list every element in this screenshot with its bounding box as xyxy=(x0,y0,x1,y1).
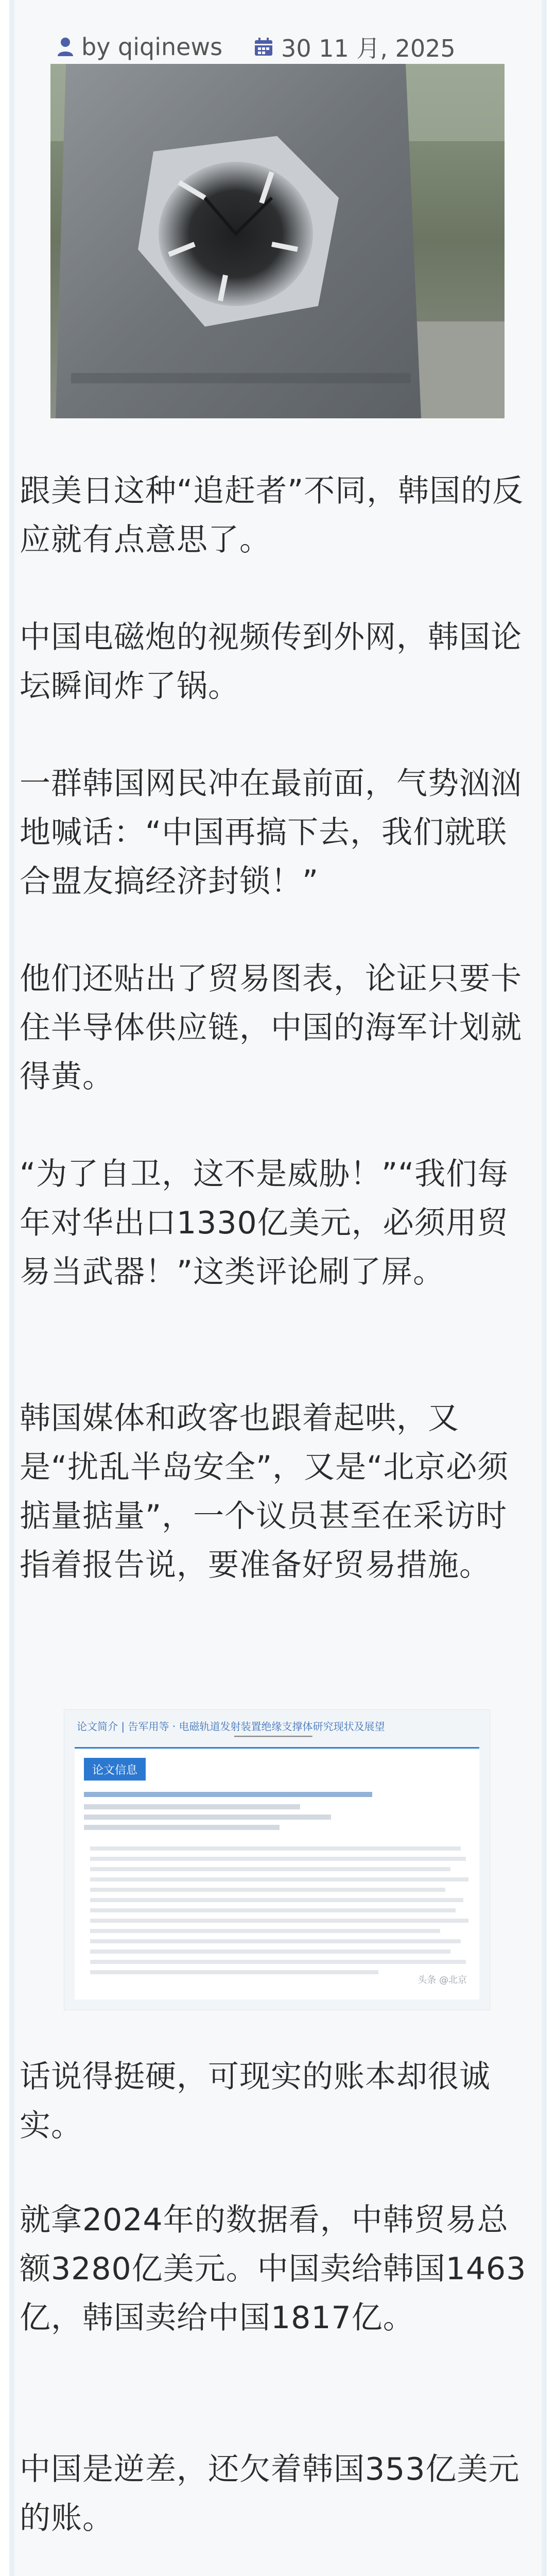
hero-image xyxy=(50,64,505,418)
paragraph: 中国是逆差，还欠着韩国353亿美元的账。 xyxy=(20,2451,520,2536)
screenshot-panel xyxy=(75,1747,479,1999)
paragraph: 跟美日这种“追赶者”不同，韩国的反应就有点意思了。 xyxy=(20,473,524,558)
screenshot-text-line xyxy=(84,1792,372,1797)
right-rail xyxy=(542,0,547,2576)
user-icon xyxy=(57,37,74,57)
screenshot-text-line xyxy=(90,1919,468,1923)
calendar-icon xyxy=(253,37,274,57)
screenshot-watermark: 头条 @北京 xyxy=(418,1975,467,1986)
screenshot-text-line xyxy=(90,1846,461,1851)
screenshot-text-line xyxy=(90,1950,450,1954)
screenshot-text-line xyxy=(84,1815,331,1820)
screenshot-breadcrumb: 论文简介 | 告军用等 · 电磁轨道发射装置绝缘支撑体研究现状及展望 xyxy=(77,1720,385,1733)
screenshot-section-button: 论文信息 xyxy=(84,1758,146,1781)
screenshot-text-line xyxy=(90,1970,378,1974)
screenshot-text-line xyxy=(90,1857,466,1861)
screenshot-text-line xyxy=(84,1825,280,1830)
author-link[interactable]: by qiqinews xyxy=(81,33,223,61)
paragraph: 中国电磁炮的视频传到外网，韩国论坛瞬间炸了锅。 xyxy=(20,619,522,704)
screenshot-text-line xyxy=(90,1908,456,1912)
paragraph: 一群韩国网民冲在最前面，气势汹汹地喊话：“中国再搞下去，我们就联合盟友搞经济封锁！” xyxy=(20,766,522,900)
screenshot-text-line xyxy=(90,1939,461,1943)
screenshot-text-line xyxy=(84,1804,300,1809)
paragraph: 韩国媒体和政客也跟着起哄，又是“扰乱半岛安全”，又是“北京必须掂量掂量”，一个议员甚至在采访时指着报告说，要准备好贸易措施。 xyxy=(20,1400,509,1583)
screenshot-text-line xyxy=(90,1888,445,1892)
post-date: 30 11 月, 2025 xyxy=(281,35,456,62)
paper-screenshot xyxy=(64,1709,490,2010)
screenshot-subline: ━━━━━━━━━━━━━━━━━━ xyxy=(234,1733,312,1741)
paragraph: “为了自卫，这不是威胁！”“我们每年对华出口1330亿美元，必须用贸易当武器！”这类评论刷了屏。 xyxy=(20,1156,509,1290)
screenshot-text-line xyxy=(90,1929,440,1933)
post-meta xyxy=(57,30,456,64)
paragraph: 话说得挺硬，可现实的账本却很诚实。 xyxy=(20,2059,491,2144)
screenshot-text-line xyxy=(90,1877,468,1882)
paragraph: 就拿2024年的数据看，中韩贸易总额3280亿美元。中国卖给韩国1463亿，韩国卖给中国1817亿。 xyxy=(20,2202,527,2336)
paragraph: 他们还贴出了贸易图表，论证只要卡住半导体供应链，中国的海军计划就得黄。 xyxy=(20,961,522,1095)
screenshot-text-line xyxy=(90,1960,466,1964)
screenshot-text-line xyxy=(90,1867,450,1871)
left-rail xyxy=(9,0,14,2576)
screenshot-text-line xyxy=(90,1898,463,1902)
